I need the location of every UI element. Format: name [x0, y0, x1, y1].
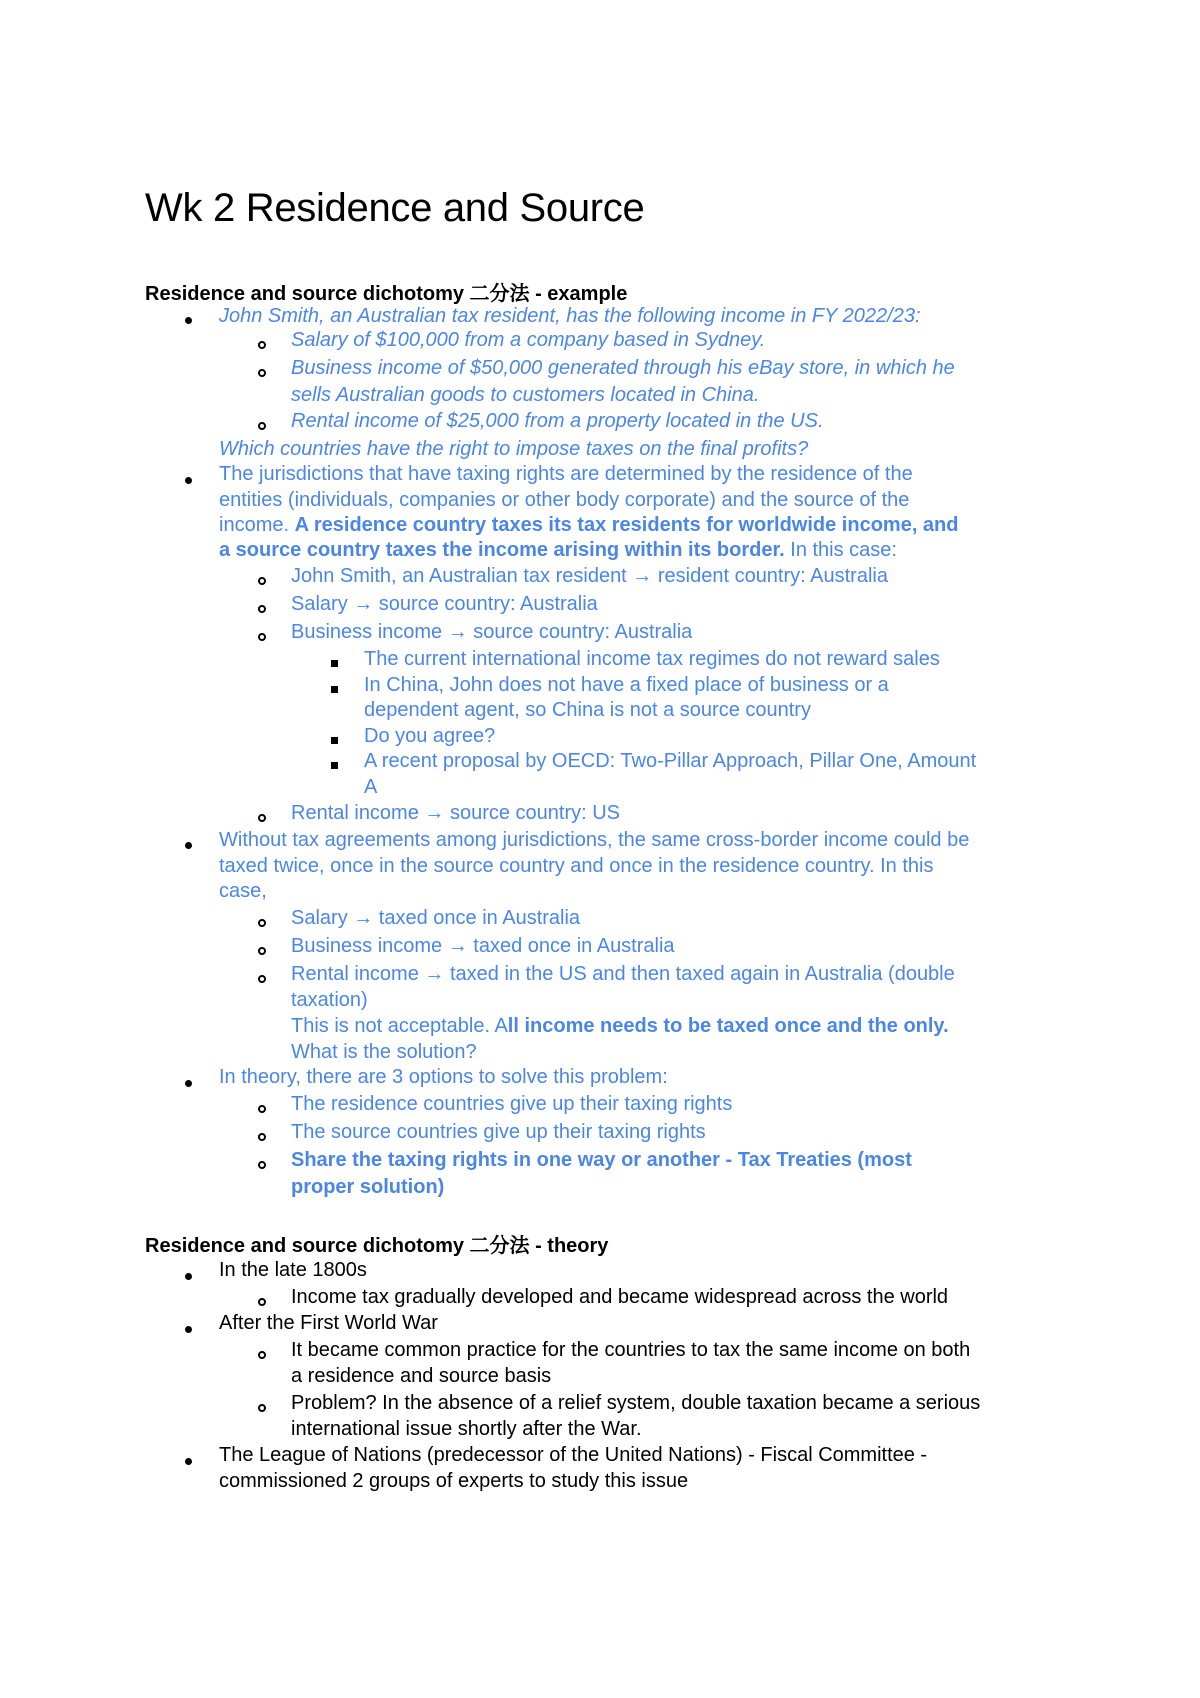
- bullet-icon: [185, 830, 192, 856]
- list-item: Business income → taxed once in Australia: [291, 935, 675, 957]
- list-item: Salary → source country: Australia: [291, 593, 598, 615]
- list-item: The residence countries give up their taxing rights: [291, 1093, 733, 1115]
- circle-bullet-icon: [258, 566, 266, 592]
- list-item-continued: dependent agent, so China is not a source country: [364, 699, 811, 721]
- list-item: Share the taxing rights in one way or another - Tax Treaties (most: [291, 1149, 912, 1171]
- list-item-continued: income. A residence country taxes its tax residents for worldwide income, and: [219, 514, 959, 536]
- list-item: Salary of $100,000 from a company based in Sydney.: [291, 329, 766, 351]
- circle-bullet-icon: [258, 1094, 266, 1120]
- circle-bullet-icon: [258, 936, 266, 962]
- list-item: In China, John does not have a fixed place of business or a: [364, 674, 889, 696]
- list-item-continued: taxed twice, once in the source country and once in the residence country. In this: [219, 855, 934, 877]
- bullet-icon: [185, 1068, 192, 1094]
- list-item: Business income of $50,000 generated through his eBay store, in which he: [291, 357, 955, 379]
- list-item: It became common practice for the countries to tax the same income on both: [291, 1339, 971, 1361]
- list-item: The jurisdictions that have taxing rights are determined by the residence of the: [219, 463, 913, 485]
- list-item: In theory, there are 3 options to solve this problem:: [219, 1066, 668, 1088]
- circle-bullet-icon: [258, 330, 266, 356]
- list-item: The current international income tax regimes do not reward sales: [364, 648, 940, 670]
- bullet-icon: [185, 1446, 192, 1472]
- list-item-continued: commissioned 2 groups of experts to study this issue: [219, 1470, 689, 1492]
- circle-bullet-icon: [258, 594, 266, 620]
- list-item: Without tax agreements among jurisdictions, the same cross-border income could be: [219, 829, 970, 851]
- list-item: Rental income of $25,000 from a property located in the US.: [291, 410, 824, 432]
- list-item: John Smith, an Australian tax resident, has the following income in FY 2022/23:: [219, 305, 921, 327]
- circle-bullet-icon: [258, 908, 266, 934]
- list-item: Salary → taxed once in Australia: [291, 907, 581, 929]
- list-item-continued: sells Australian goods to customers located in China.: [291, 384, 760, 406]
- circle-bullet-icon: [258, 1393, 266, 1419]
- list-item: John Smith, an Australian tax resident → resident country: Australia: [291, 565, 888, 587]
- circle-bullet-icon: [258, 411, 266, 437]
- list-item: In the late 1800s: [219, 1259, 367, 1281]
- circle-bullet-icon: [258, 1150, 266, 1176]
- list-item-continued: This is not acceptable. All income needs to be taxed once and the only.: [291, 1015, 949, 1037]
- list-item: A recent proposal by OECD: Two-Pillar Approach, Pillar One, Amount: [364, 750, 977, 772]
- list-item: Rental income → source country: US: [291, 802, 621, 824]
- page-title: Wk 2 Residence and Source: [145, 186, 645, 230]
- question-text: Which countries have the right to impose taxes on the final profits?: [219, 438, 809, 460]
- list-item: Problem? In the absence of a relief system, double taxation became a serious: [291, 1392, 981, 1414]
- list-item-continued: taxation): [291, 989, 368, 1011]
- circle-bullet-icon: [258, 1122, 266, 1148]
- list-item-continued: A: [364, 776, 378, 798]
- list-item: Income tax gradually developed and became widespread across the world: [291, 1286, 949, 1308]
- list-item: After the First World War: [219, 1312, 438, 1334]
- list-item: Rental income → taxed in the US and then taxed again in Australia (double: [291, 963, 955, 985]
- list-item: Do you agree?: [364, 725, 496, 747]
- bullet-icon: [185, 305, 192, 331]
- circle-bullet-icon: [258, 803, 266, 829]
- list-item: The source countries give up their taxing rights: [291, 1121, 706, 1143]
- square-bullet-icon: [331, 725, 338, 751]
- list-item: The League of Nations (predecessor of the United Nations) - Fiscal Committee -: [219, 1444, 928, 1466]
- square-bullet-icon: [331, 674, 338, 700]
- list-item-continued: What is the solution?: [291, 1041, 477, 1063]
- section-heading-example: Residence and source dichotomy 二分法 - example: [145, 283, 628, 305]
- circle-bullet-icon: [258, 1340, 266, 1366]
- list-item-continued: a residence and source basis: [291, 1365, 552, 1387]
- list-item-continued: international issue shortly after the War.: [291, 1418, 642, 1440]
- circle-bullet-icon: [258, 358, 266, 384]
- list-item: Business income → source country: Australia: [291, 621, 693, 643]
- list-item-continued: entities (individuals, companies or other body corporate) and the source of the: [219, 489, 910, 511]
- list-item-continued: proper solution): [291, 1176, 445, 1198]
- circle-bullet-icon: [258, 964, 266, 990]
- bullet-icon: [185, 1314, 192, 1340]
- list-item-continued: case,: [219, 880, 267, 902]
- list-item-continued: a source country taxes the income arising within its border. In this case:: [219, 539, 897, 561]
- bullet-icon: [185, 1261, 192, 1287]
- square-bullet-icon: [331, 750, 338, 776]
- section-heading-theory: Residence and source dichotomy 二分法 - theory: [145, 1235, 609, 1257]
- square-bullet-icon: [331, 648, 338, 674]
- circle-bullet-icon: [258, 622, 266, 648]
- bullet-icon: [185, 465, 192, 491]
